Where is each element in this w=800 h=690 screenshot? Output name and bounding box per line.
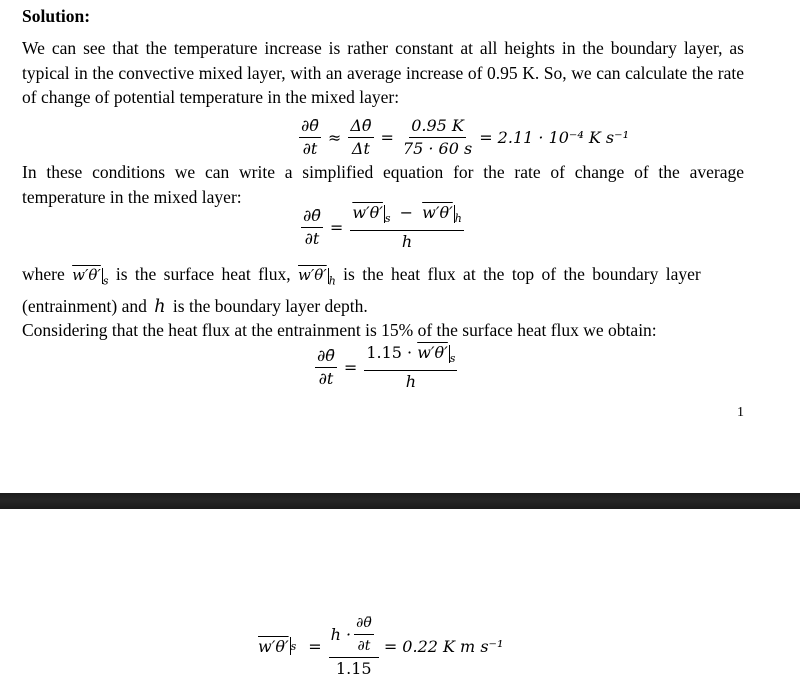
page-number: 1 — [737, 405, 744, 420]
page-separator — [0, 493, 800, 509]
solution-heading: Solution: — [22, 6, 91, 26]
paragraph-entrainment: Considering that the heat flux at the entrainment is 15% of the surface heat flux we obtain: — [22, 320, 657, 340]
paragraph-definitions: where w′θ′ $_s$ is the surface heat flux, w′θ′ $_h$ is the heat flux at the top of the boundary layer (entrainment) and h is the boundary layer depth. — [22, 264, 701, 317]
equation-mixed-layer-budget: $\frac{\partial\thetā}{\partial t}$ = $\frac{w'\theta' _s - w'\theta' _h}{h}$ — [303, 203, 462, 252]
equation-surface-heat-flux: w′θ′ s = h · $\frac{\partial\thetā}{\partial t}$ 1.15 = 0.22 K m s⁻¹ — [258, 615, 504, 678]
paragraph-mixed-layer: We can see that the temperature increase is rather constant at all heights in the boundary layer, as typical in the convective mixed layer, with an average increase of 0.95 K. So, we can calculate the rate of change of potential temperature in the mixed layer: — [22, 38, 744, 107]
equation-entrainment-ratio: $\frac{\partial\thetā}{\partial t}$ = $\frac{1.15 \cdot w'\theta' _s}{h}$ — [317, 343, 456, 392]
paragraph-simplified-equation: In these conditions we can write a simplified equation for the rate of change of the average temperature in the mixed layer: — [22, 162, 744, 207]
equation-rate-of-change: $\frac{\partial\thetā}{\partial t}$ ≈ $\frac{\Delta\thetā}{\Delta t}$ = $\frac{0.95 K}{75 \cdot 60 s}$ = 2.11 · 10⁻⁴ K s⁻¹ — [301, 116, 629, 158]
document-page-2 — [0, 509, 800, 690]
